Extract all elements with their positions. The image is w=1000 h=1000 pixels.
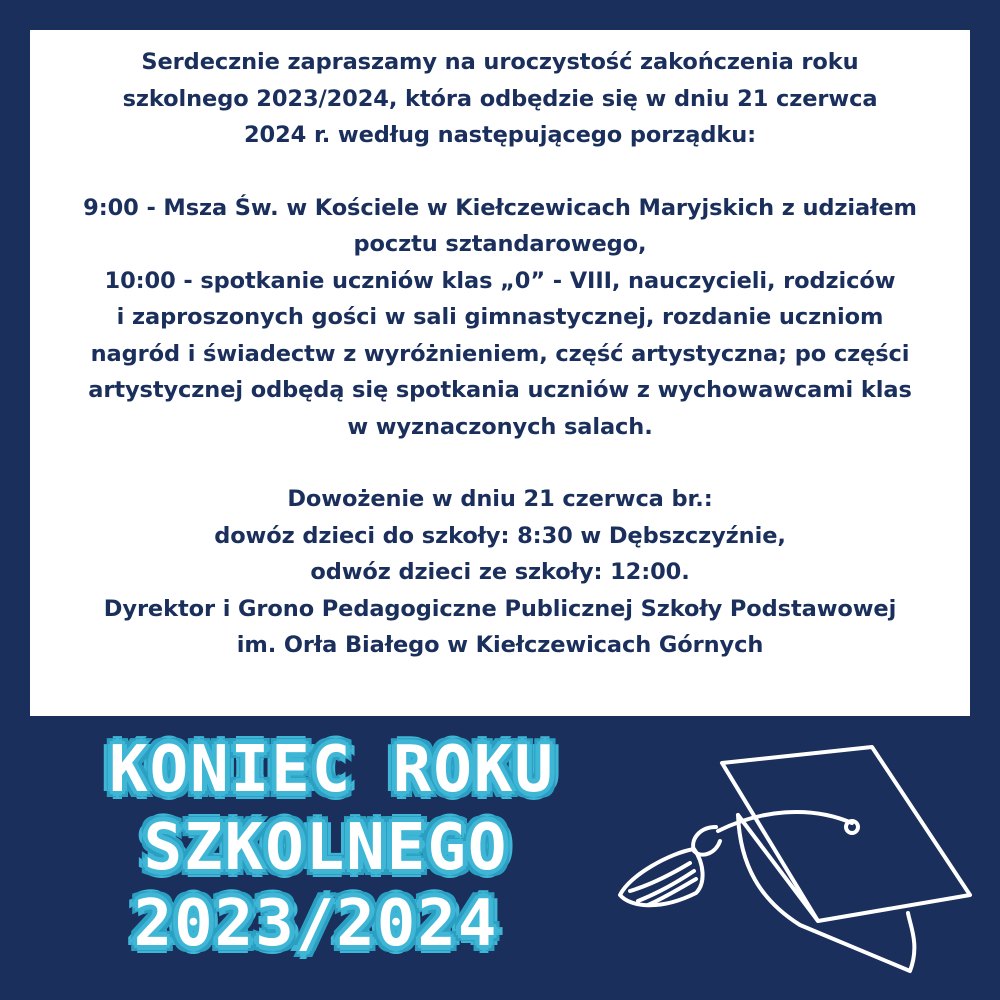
signature-line: im. Orła Białego w Kiełczewicach Górnych [236,632,764,658]
transport-line: Dowożenie w dniu 21 czerwca br.: [287,486,713,512]
banner-line-2: SZKOLNEGO [143,811,509,885]
schedule-line: artystycznej odbędą się spotkania uczniów z wychowawcami klas [88,377,912,403]
transport-paragraph [70,481,930,664]
schedule-line: 10:00 - spotkanie uczniów klas „0” - VIII, nauczycieli, rodziców [104,267,896,294]
graduation-cap-icon [590,735,990,985]
schedule-line: i zaproszonych gości w sali gimnastycznej, rozdanie uczniom [116,304,884,330]
banner-line-3: 2023/2024 [133,887,499,961]
signature-line: Dyrektor i Grono Pedagogiczne Publicznej Szkoły Podstawowej [103,595,897,622]
schedule-paragraph [70,190,930,446]
invitation-card [30,30,970,716]
schedule-line: w wyznaczonych salach. [347,413,653,440]
intro-paragraph [70,44,930,154]
transport-line: odwóz dzieci ze szkoły: 12:00. [310,559,690,585]
schedule-line: nagród i świadectw z wyróżnieniem, część artystyczna; po części [90,340,910,367]
schedule-line: pocztu sztandarowego, [353,231,647,257]
intro-line: szkolnego 2023/2024, która odbędzie się w dniu 21 czerwca [122,85,878,112]
transport-line: dowóz dzieci do szkoły: 8:30 w Dębszczyźnie, [214,522,786,549]
schedule-line: 9:00 - Msza Św. w Kościele w Kiełczewicach Maryjskich z udziałem [83,194,917,221]
intro-line: Serdecznie zapraszamy na uroczystość zakończenia roku [141,49,859,75]
banner-title [88,732,588,972]
intro-line: 2024 r. według następującego porządku: [243,122,757,148]
banner-line-1: KONIEC ROKU [109,733,555,807]
